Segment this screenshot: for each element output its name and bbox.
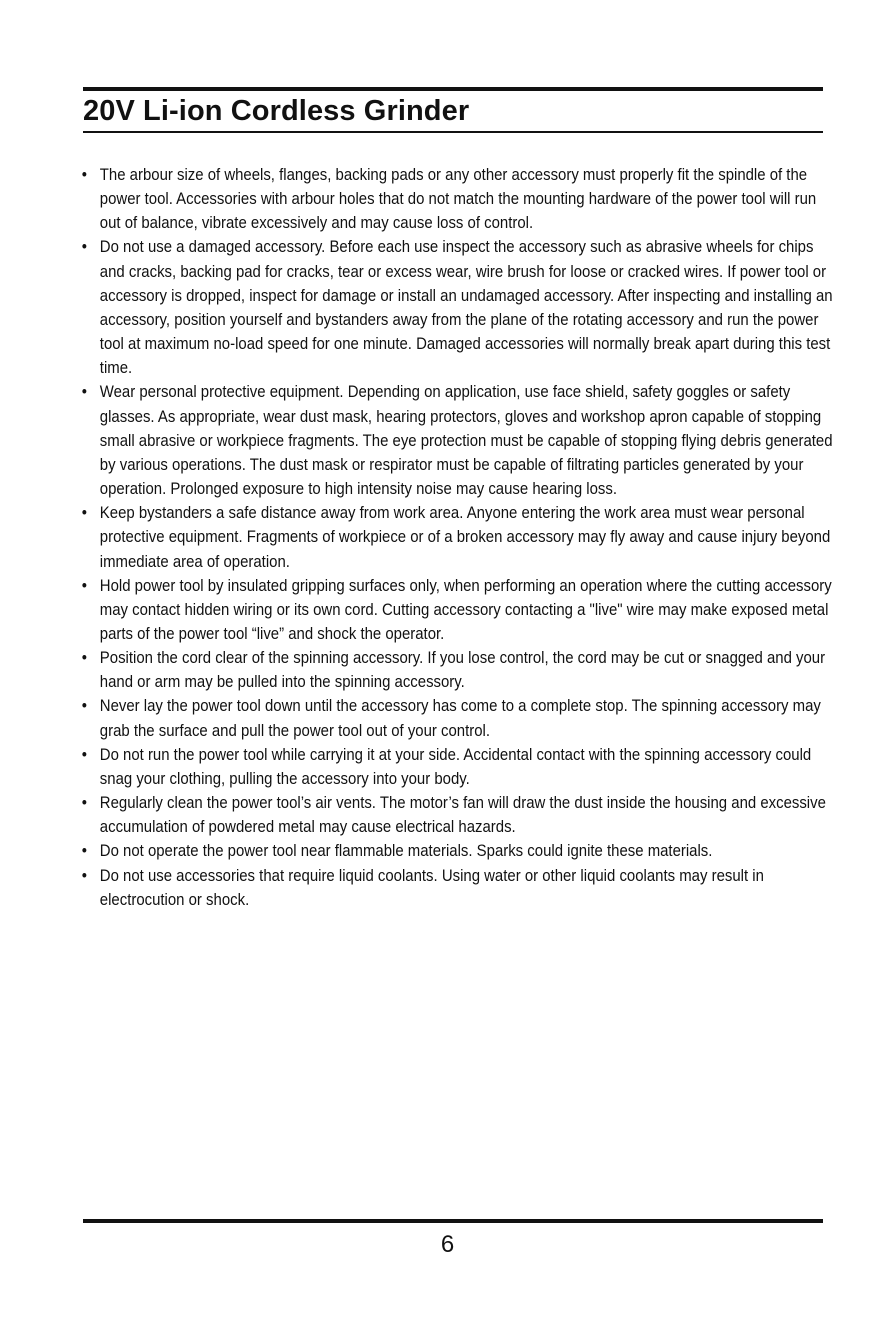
bullet-icon: • xyxy=(81,503,88,523)
list-item-text: Regularly clean the power tool’s air vents. The motor’s fan will draw the dust inside the housing and excessive accumulation of powdered metal may cause electrical hazards. xyxy=(99,793,826,837)
list-item-text: Do not use accessories that require liquid coolants. Using water or other liquid coolants may result in electrocution or shock. xyxy=(99,865,764,909)
page-number: 6 xyxy=(440,1231,455,1258)
list-item xyxy=(80,380,833,501)
bullet-icon: • xyxy=(81,865,88,885)
list-item-text: Do not run the power tool while carrying it at your side. Accidental contact with the spinning accessory could snag your clothing, pulling the accessory into your body. xyxy=(99,744,812,788)
list-item xyxy=(80,574,833,646)
footer-rule xyxy=(83,1219,823,1223)
bullet-icon: • xyxy=(81,575,88,595)
list-item-text: Do not operate the power tool near flammable materials. Sparks could ignite these materials. xyxy=(99,841,713,861)
list-item xyxy=(80,501,833,573)
list-item-text: Hold power tool by insulated gripping surfaces only, when performing an operation where the cutting accessory may contact hidden wiring or its own cord. Cutting accessory contacting a "live" wire may make exposed metal parts of the power tool “live” and shock the operator. xyxy=(99,575,832,643)
bullet-icon: • xyxy=(81,793,88,813)
list-item xyxy=(80,163,833,235)
list-item xyxy=(80,743,833,791)
list-item xyxy=(80,791,833,839)
list-item-text: Keep bystanders a safe distance away from work area. Anyone entering the work area must wear personal protective equipment. Fragments of workpiece or of a broken accessory may fly away and cause injury beyond immediate area of operation. xyxy=(99,503,831,571)
bullet-icon: • xyxy=(81,696,88,716)
list-item xyxy=(80,864,833,912)
safety-instructions-list xyxy=(80,163,833,912)
list-item-text: Never lay the power tool down until the accessory has come to a complete stop. The spinning accessory may grab the surface and pull the power tool out of your control. xyxy=(99,696,821,740)
list-item-text: The arbour size of wheels, flanges, backing pads or any other accessory must properly fit the spindle of the power tool. Accessories with arbour holes that do not match the mounting hardware of the power tool will run out of balance, vibrate excessively and may cause loss of control. xyxy=(99,165,817,233)
bullet-icon: • xyxy=(81,382,88,402)
list-item xyxy=(80,235,833,380)
bullet-icon: • xyxy=(81,648,88,668)
page-title: 20V Li-ion Cordless Grinder xyxy=(83,95,470,127)
list-item xyxy=(80,839,833,863)
list-item-text: Do not use a damaged accessory. Before each use inspect the accessory such as abrasive wheels for chips and cracks, backing pad for cracks, tear or excess wear, wire brush for loose or cracked wires. If power tool or accessory is dropped, inspect for damage or install an undamaged accessory. After inspecting and installing an accessory, position yourself and bystanders away from the plane of the rotating accessory and run the power tool at maximum no-load speed for one minute. Damaged accessories will normally break apart during this test time. xyxy=(99,237,833,378)
header-bottom-rule xyxy=(83,131,823,133)
bullet-icon: • xyxy=(81,237,88,257)
header-top-rule xyxy=(83,87,823,91)
bullet-icon: • xyxy=(81,744,88,764)
list-item xyxy=(80,646,833,694)
bullet-icon: • xyxy=(81,165,88,184)
list-item xyxy=(80,694,833,742)
bullet-icon: • xyxy=(81,841,88,861)
list-item-text: Position the cord clear of the spinning accessory. If you lose control, the cord may be cut or snagged and your hand or arm may be pulled into the spinning accessory. xyxy=(99,648,826,692)
list-item-text: Wear personal protective equipment. Depending on application, use face shield, safety goggles or safety glasses. As appropriate, wear dust mask, hearing protectors, gloves and workshop apron capable of stopping small abrasive or workpiece fragments. The eye protection must be capable of stopping flying debris generated by various operations. The dust mask or respirator must be capable of filtrating particles generated by your operation. Prolonged exposure to high intensity noise may cause hearing loss. xyxy=(99,382,833,499)
